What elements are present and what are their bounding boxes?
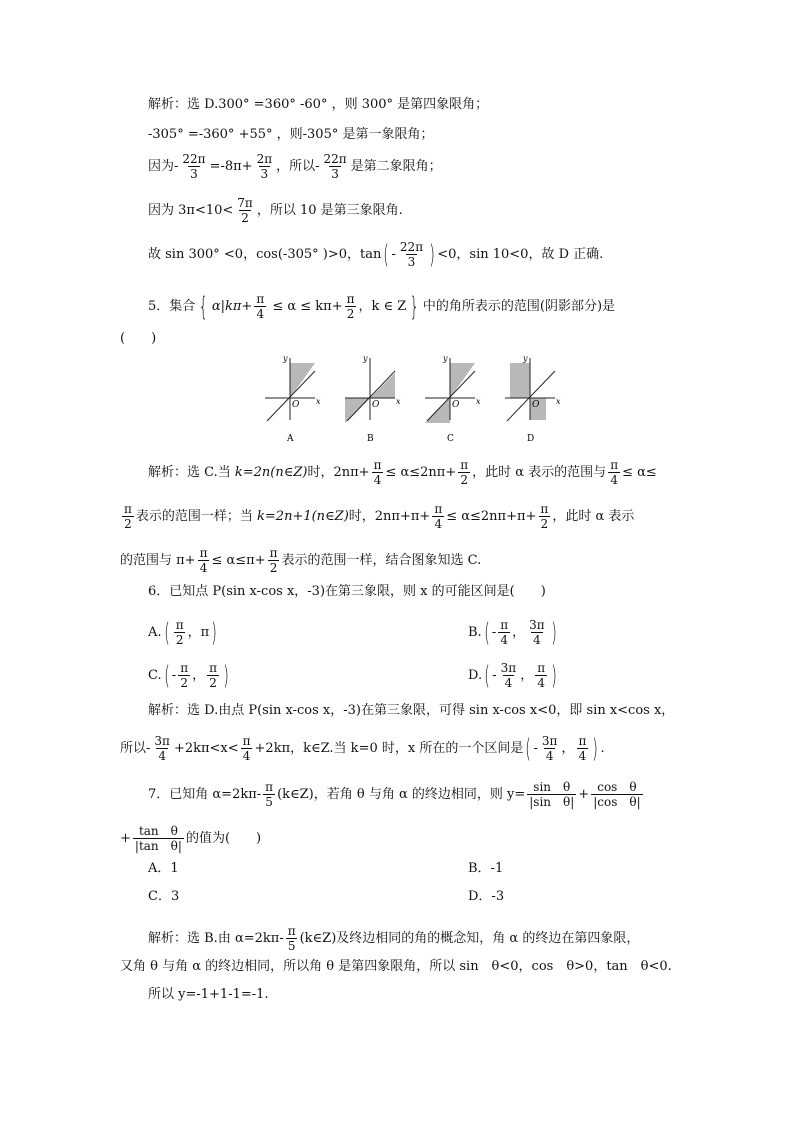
diagram-c-y: y — [443, 354, 448, 363]
diagram-c-o: O — [452, 400, 460, 410]
diagram-a-o: O — [292, 400, 300, 410]
q5-analysis-line2: $\frac{\pi}{2}$ 表示的范围一样；当 k=2n+1(n∈Z)时，2nπ+π+ $\frac{\pi}{4}$ ≤ α≤2nπ+π+ $\frac{\pi}{2}$ ，此时 α 表示 — [124, 502, 635, 531]
diagram-b-y: y — [363, 354, 368, 363]
diagram-a-y: y — [283, 354, 288, 363]
q7-stem-line2: + $\frac{\text{tan θ}}{\text{|tan θ|}}$ 的值为( ) — [120, 824, 262, 853]
diagram-d-o: O — [532, 400, 540, 410]
q6-option-d[interactable]: D.( - $\frac{3\pi}{4}$ ， $\frac{\pi}{4}$ ) — [468, 660, 557, 691]
diagram-d — [505, 354, 561, 444]
diagram-c-label: C — [447, 434, 454, 444]
q7-analysis-line1: 解析：选 B.由 α=2kπ- $\frac{\pi}{5}$ (k∈Z)及终边相同的角的概念知，角 α 的终边在第四象限， — [148, 924, 640, 953]
diagram-a-label: A — [287, 434, 294, 444]
diagram-a — [265, 354, 321, 444]
diagram-d-y: y — [523, 354, 528, 363]
q5-analysis-line3: 的范围与 π+ $\frac{\pi}{4}$ ≤ α≤π+ $\frac{\pi}{2}$ 表示的范围一样，结合图象知选 C. — [120, 546, 482, 575]
q7-analysis-line3: 所以 y=-1+1-1=-1. — [148, 987, 269, 1002]
q6-option-b[interactable]: B.( - $\frac{\pi}{4}$ ， $\frac{3\pi}{4}$ ) — [468, 617, 557, 648]
q7-stem-line1: 7．已知角 α=2kπ- $\frac{\pi}{5}$ (k∈Z)，若角 θ 与角 α 的终边相同，则 y= $\frac{\text{sin θ}}{\text{|sin θ|}}$ + $\frac{\text{cos θ}}{\text{|cos θ|}}$ — [148, 780, 641, 809]
q5-stem: 5．集合 { α|kπ+ $\frac{\pi}{4}$ ≤ α ≤ kπ+ $\frac{\pi}{2}$ ，k ∈ Z } 中的角所表示的范围(阴影部分)是 — [148, 291, 616, 322]
diagram-d-shade-1 — [510, 363, 530, 398]
diagram-d-label: D — [527, 434, 535, 444]
q6-analysis-line2: 所以- $\frac{3\pi}{4}$ +2kπ<x< $\frac{\pi}{4}$ +2kπ，k∈Z.当 k=0 时，x 所在的一个区间是( - $\frac{3\pi}{4}$ ， $\frac{\pi}{4}$ ) . — [120, 733, 605, 764]
q4-analysis-line3: 因为- $\frac{22\pi}{3}$ =-8π+ $\frac{2\pi}{3}$ ，所以- $\frac{22\pi}{3}$ 是第二象限角； — [148, 152, 442, 181]
q5-answer-paren: ( ) — [120, 331, 157, 346]
diagram-b-o: O — [372, 400, 380, 410]
q7-option-a[interactable]: A．1 — [148, 861, 179, 876]
q6-analysis-line1: 解析：选 D.由点 P(sin x-cos x，-3)在第三象限，可得 sin x-cos x<0，即 sin x<cos x， — [148, 703, 675, 718]
diagram-d-x: x — [556, 397, 561, 406]
q6-stem: 6．已知点 P(sin x-cos x，-3)在第三象限，则 x 的可能区间是( ) — [148, 584, 546, 599]
diagram-b-x: x — [396, 397, 401, 406]
q6-option-a[interactable]: A.( $\frac{\pi}{2}$ ，π) — [148, 617, 217, 648]
diagram-c-x: x — [476, 397, 481, 406]
q5-diagrams — [255, 348, 561, 448]
diagram-b — [345, 354, 401, 444]
q7-analysis-line2: 又角 θ 与角 α 的终边相同，所以角 θ 是第四象限角，所以 sin θ<0，cos θ>0，tan θ<0. — [120, 959, 672, 974]
diagram-c — [425, 354, 481, 444]
q7-option-b[interactable]: B．-1 — [468, 861, 504, 876]
q7-option-c[interactable]: C．3 — [148, 889, 180, 904]
q6-option-c[interactable]: C.( - $\frac{\pi}{2}$ ， $\frac{\pi}{2}$ ) — [148, 660, 229, 691]
diagram-a-x: x — [316, 397, 321, 406]
diagram-b-shade-1 — [370, 373, 395, 398]
q4-analysis-line5: 故 sin 300° <0，cos(-305° )>0，tan( - $\frac{22\pi}{3}$ ) <0，sin 10<0，故 D 正确. — [148, 239, 604, 270]
diagram-b-label: B — [367, 434, 374, 444]
q7-option-d[interactable]: D．-3 — [468, 889, 505, 904]
q4-analysis-line2: -305° =-360° +55° ，则-305° 是第一象限角； — [148, 127, 434, 142]
q5-analysis-line1: 解析：选 C.当 k=2n(n∈Z)时，2nπ+ $\frac{\pi}{4}$ ≤ α≤2nπ+ $\frac{\pi}{2}$ ，此时 α 表示的范围与 $\frac{\pi}{4}$ ≤ α≤ — [148, 458, 657, 487]
q4-analysis-line4: 因为 3π<10< $\frac{7\pi}{2}$ ，所以 10 是第三象限角. — [148, 196, 403, 225]
q4-analysis-line1: 解析：选 D.300° =360° -60° ，则 300° 是第四象限角； — [148, 97, 489, 112]
